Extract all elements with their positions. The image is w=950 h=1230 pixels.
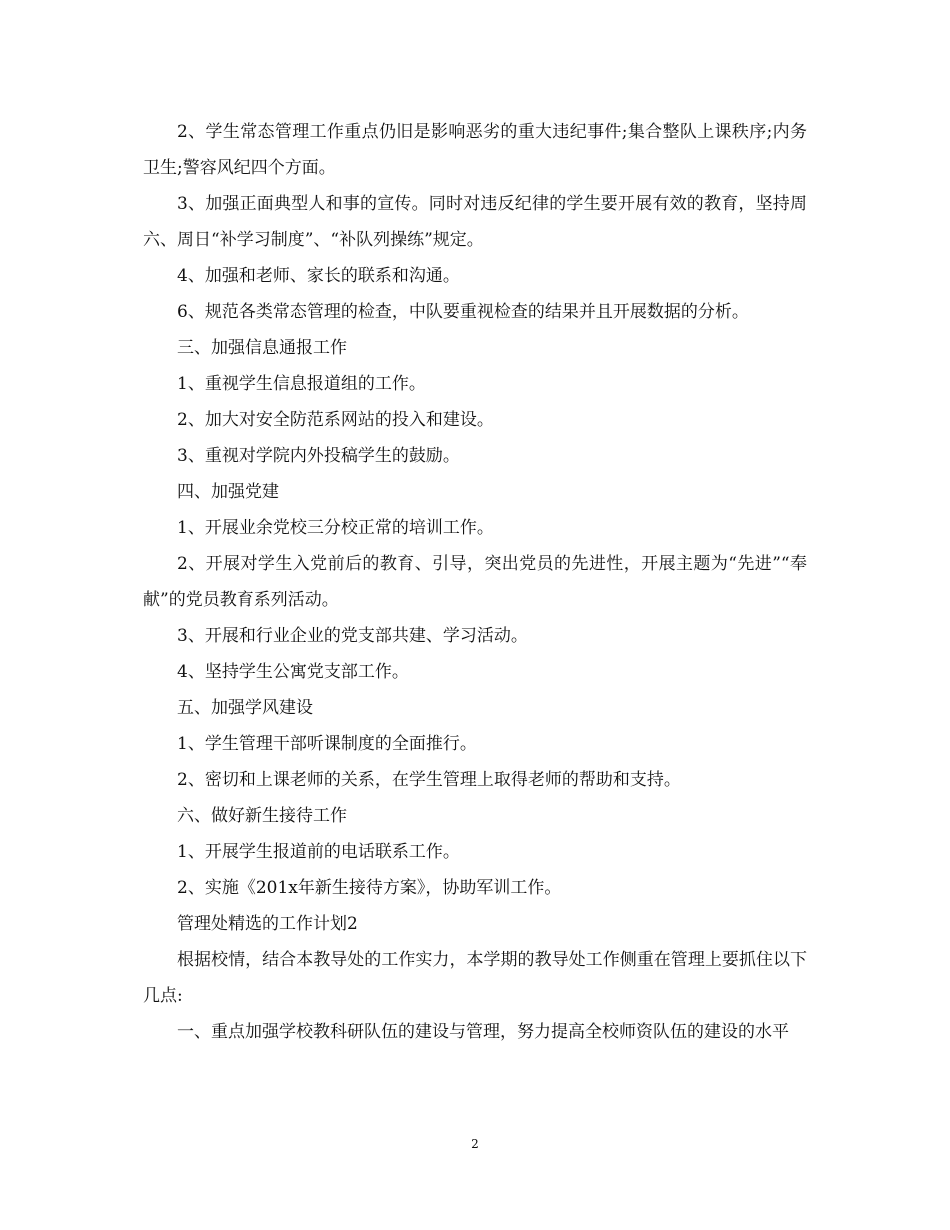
- paragraph: 2、开展对学生入党前后的教育、引导，突出党员的先进性，开展主题为“先进”“奉献”的党员教育系列活动。: [143, 554, 807, 610]
- paragraph: 4、坚持学生公寓党支部工作。: [177, 662, 409, 682]
- page-number: 2: [471, 1137, 479, 1151]
- paragraph: 2、实施《201x年新生接待方案》，协助军训工作。: [177, 878, 562, 898]
- paragraph: 1、开展业余党校三分校正常的培训工作。: [177, 518, 494, 538]
- section-heading: 五、加强学风建设: [177, 698, 313, 718]
- section-heading: 四、加强党建: [177, 482, 279, 502]
- paragraph: 2、密切和上课老师的关系，在学生管理上取得老师的帮助和支持。: [177, 770, 681, 790]
- document-title: 管理处精选的工作计划2: [177, 914, 358, 934]
- paragraph: 1、学生管理干部听课制度的全面推行。: [177, 734, 477, 754]
- paragraph: 3、重视对学院内外投稿学生的鼓励。: [177, 446, 460, 466]
- section-heading: 一、重点加强学校教科研队伍的建设与管理，努力提高全校师资队伍的建设的水平: [177, 1022, 789, 1042]
- paragraph: 根据校情，结合本教导处的工作实力，本学期的教导处工作侧重在管理上要抓住以下几点:: [143, 950, 807, 1006]
- paragraph: 3、加强正面典型人和事的宣传。同时对违反纪律的学生要开展有效的教育，坚持周六、周日“补学习制度”、“补队列操练”规定。: [143, 194, 807, 250]
- paragraph: 6、规范各类常态管理的检查，中队要重视检查的结果并且开展数据的分析。: [177, 302, 749, 322]
- paragraph: 2、学生常态管理工作重点仍旧是影响恶劣的重大违纪事件;集合整队上课秩序;内务卫生;警容风纪四个方面。: [143, 122, 807, 178]
- paragraph: 2、加大对安全防范系网站的投入和建设。: [177, 410, 494, 430]
- document-body: [143, 114, 807, 1050]
- paragraph: 1、重视学生信息报道组的工作。: [177, 374, 426, 394]
- paragraph: 1、开展学生报道前的电话联系工作。: [177, 842, 460, 862]
- paragraph: 3、开展和行业企业的党支部共建、学习活动。: [177, 626, 528, 646]
- paragraph: 4、加强和老师、家长的联系和沟通。: [177, 266, 460, 286]
- section-heading: 三、加强信息通报工作: [177, 338, 347, 358]
- section-heading: 六、做好新生接待工作: [177, 806, 347, 826]
